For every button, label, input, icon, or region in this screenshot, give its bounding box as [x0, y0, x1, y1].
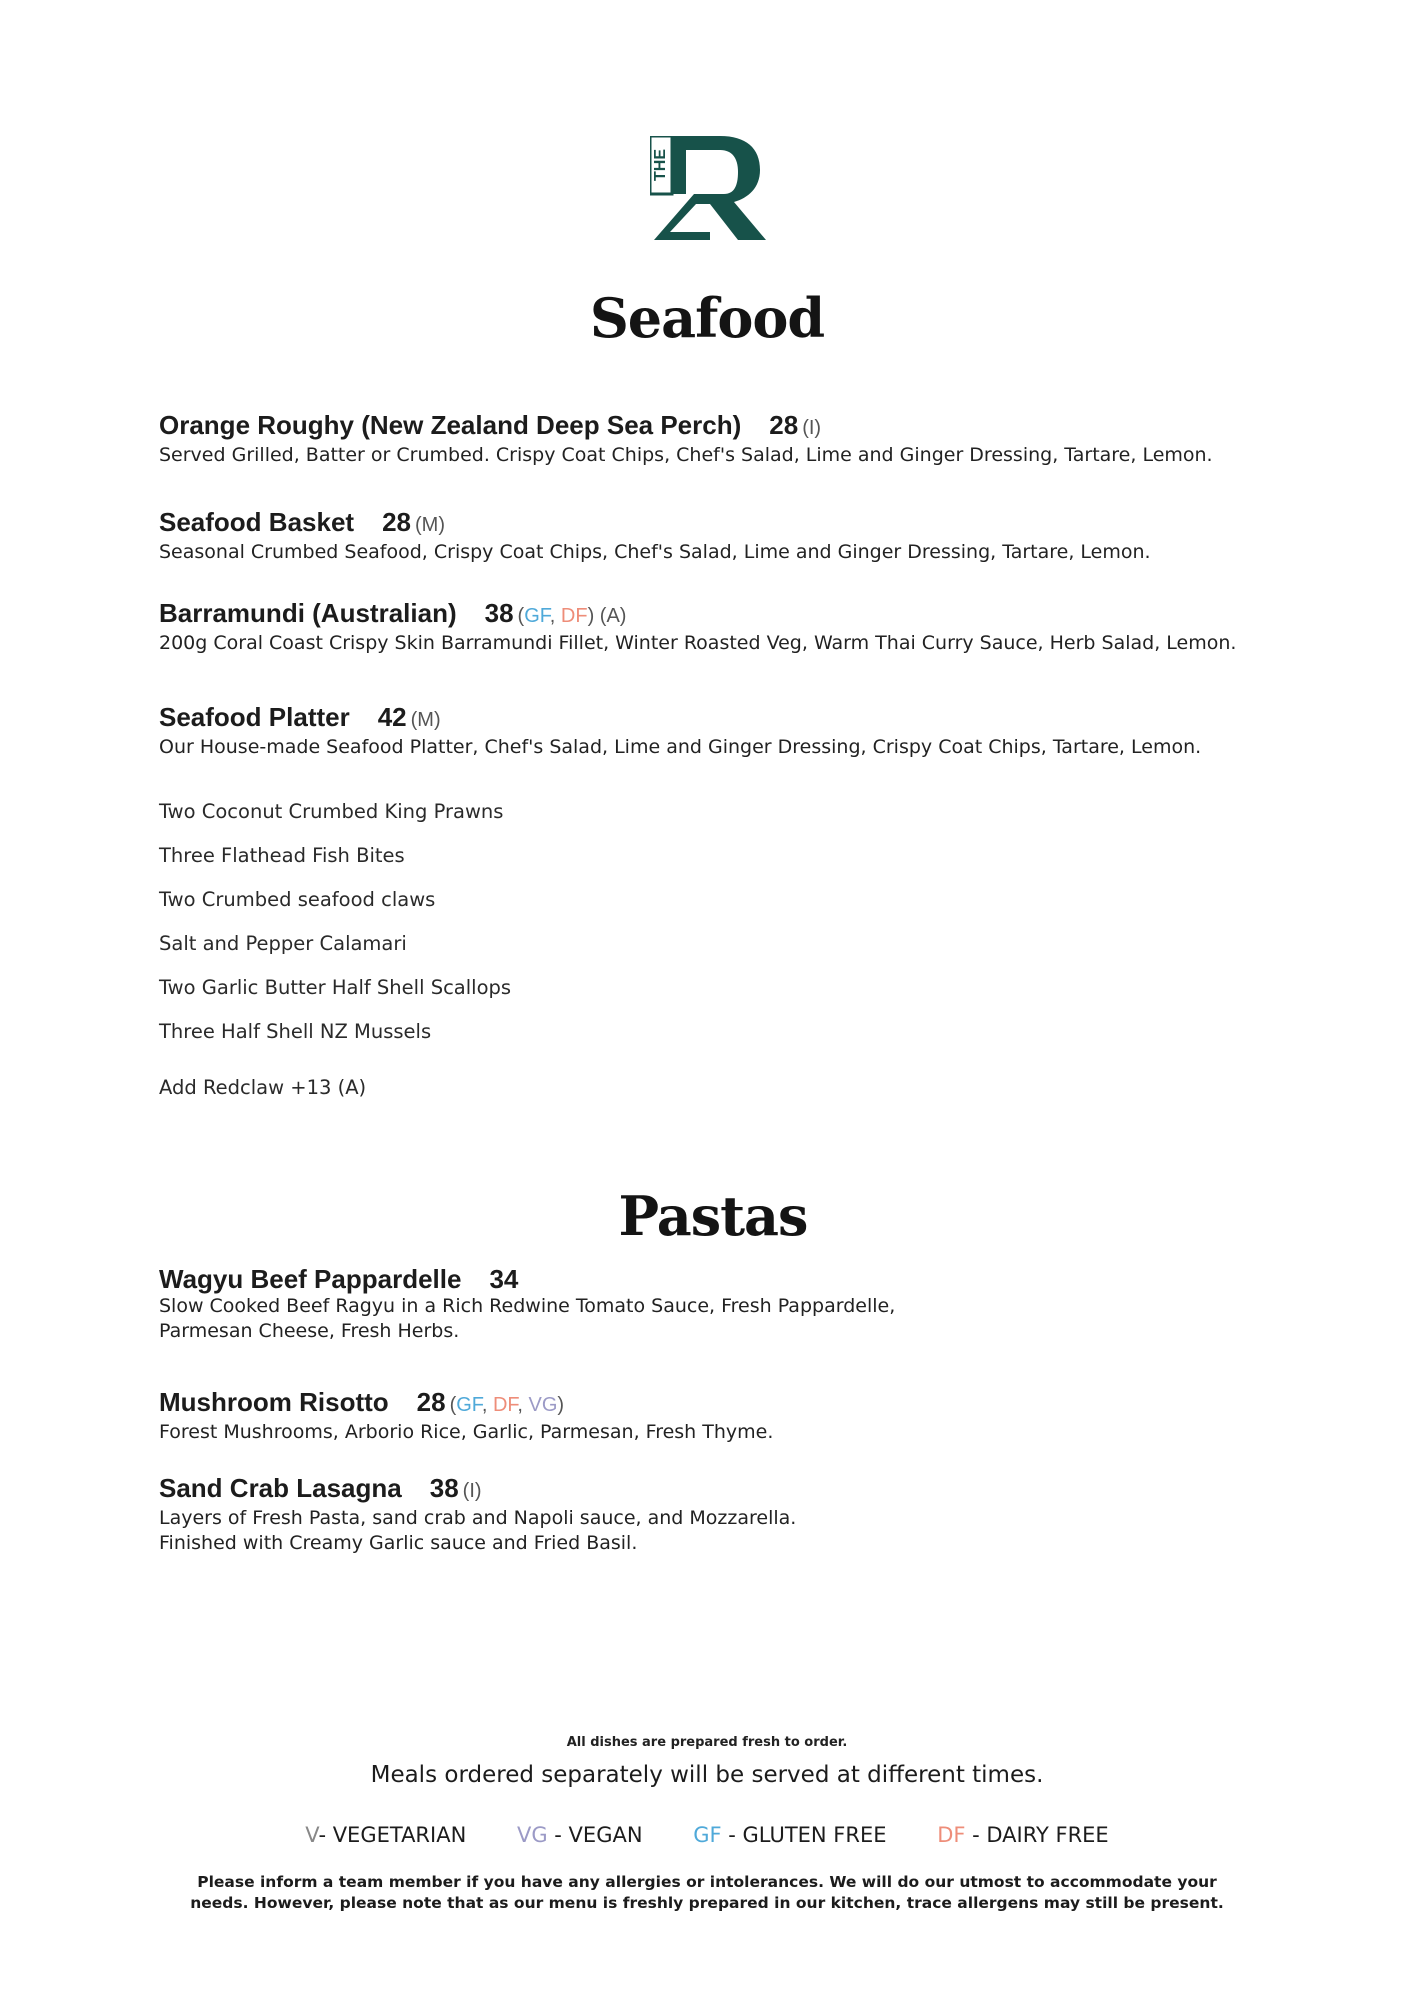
list-item: Two Coconut Crumbed King Prawns	[159, 800, 504, 823]
item-tag: (M)	[410, 709, 441, 731]
menu-item-sand-crab-lasagna	[159, 1473, 796, 1556]
item-tag: (I)	[462, 1480, 482, 1502]
df-tag: DF	[492, 1394, 518, 1416]
item-name: Seafood Platter	[159, 702, 350, 732]
item-description-line1: Slow Cooked Beef Ragyu in a Rich Redwine Tomato Sauce, Fresh Pappardelle,	[159, 1295, 896, 1317]
gf-tag: GF	[456, 1394, 482, 1416]
item-description: 200g Coral Coast Crispy Skin Barramundi Fillet, Winter Roasted Veg, Warm Thai Curry Sauce, Herb Salad, Lemon.	[159, 632, 1237, 654]
vg-tag: VG	[528, 1394, 558, 1416]
item-price: 38	[484, 598, 514, 628]
legend-vegetarian: V- VEGETARIAN	[305, 1823, 467, 1847]
addon-redclaw: Add Redclaw +13 (A)	[159, 1076, 367, 1099]
item-price: 34	[489, 1264, 519, 1294]
item-tag: (I)	[802, 417, 822, 439]
item-price: 28	[769, 410, 799, 440]
item-name: Mushroom Risotto	[159, 1387, 389, 1417]
legend-vegan: VG - VEGAN	[516, 1823, 643, 1847]
item-name: Seafood Basket	[159, 507, 355, 537]
item-price: 42	[377, 702, 407, 732]
item-name: Wagyu Beef Pappardelle	[159, 1264, 462, 1294]
legend-gluten-free: GF - GLUTEN FREE	[693, 1823, 887, 1847]
item-description-line2: Parmesan Cheese, Fresh Herbs.	[159, 1320, 460, 1342]
section-title-seafood: Seafood	[589, 286, 825, 350]
item-price: 28	[382, 507, 411, 537]
item-name: Orange Roughy (New Zealand Deep Sea Perch)	[159, 410, 742, 440]
item-description: Forest Mushrooms, Arborio Rice, Garlic, Parmesan, Fresh Thyme.	[159, 1421, 774, 1443]
item-tag: (M)	[415, 514, 445, 536]
item-price: 28	[416, 1387, 446, 1417]
section-title-pastas: Pastas	[618, 1184, 808, 1248]
item-description: Our House-made Seafood Platter, Chef's Salad, Lime and Ginger Dressing, Crispy Coat Chips, Tartare, Lemon.	[159, 736, 1202, 758]
item-tag: (GF, DF) (A)	[517, 605, 627, 627]
list-item: Three Half Shell NZ Mussels	[159, 1020, 432, 1043]
dietary-legend	[0, 1823, 1414, 1847]
menu-item-mushroom-risotto	[159, 1387, 773, 1445]
item-price: 38	[429, 1473, 459, 1503]
legend-dairy-free: DF - DAIRY FREE	[937, 1823, 1109, 1847]
footer-service-note: Meals ordered separately will be served at different times.	[370, 1762, 1044, 1788]
list-item: Three Flathead Fish Bites	[159, 844, 405, 867]
item-name: Barramundi (Australian)	[159, 598, 457, 628]
menu-item-seafood-platter	[159, 702, 1201, 760]
item-description: Seasonal Crumbed Seafood, Crispy Coat Chips, Chef's Salad, Lime and Ginger Dressing, Tartare, Lemon.	[159, 541, 1151, 563]
list-item: Two Garlic Butter Half Shell Scallops	[159, 976, 512, 999]
item-description: Served Grilled, Batter or Crumbed. Crispy Coat Chips, Chef's Salad, Lime and Ginger Dressing, Tartare, Lemon.	[159, 444, 1213, 466]
menu-item-seafood-basket	[159, 507, 1151, 565]
the-r-logo-icon	[650, 136, 766, 240]
df-tag: DF	[560, 605, 588, 627]
menu-item-barramundi	[159, 598, 1236, 656]
platter-contents-list	[159, 790, 511, 1054]
gf-tag: GF	[524, 605, 550, 627]
menu-item-wagyu-pappardelle	[159, 1264, 895, 1344]
allergy-notice: Please inform a team member if you have any allergies or intolerances. We will do our utmost to accommodate your needs. However, please note that as our menu is freshly prepared in our kitchen, trace allergens may still be present.	[190, 1873, 1224, 1912]
list-item: Salt and Pepper Calamari	[159, 932, 407, 955]
item-name: Sand Crab Lasagna	[159, 1473, 402, 1503]
list-item: Two Crumbed seafood claws	[159, 888, 436, 911]
the-r-logo	[650, 136, 766, 240]
logo-text: THE	[652, 149, 670, 181]
item-description-line2: Finished with Creamy Garlic sauce and Fried Basil.	[159, 1532, 638, 1554]
item-description-line1: Layers of Fresh Pasta, sand crab and Napoli sauce, and Mozzarella.	[159, 1507, 797, 1529]
menu-item-orange-roughy	[159, 410, 1213, 468]
footer-fresh-note: All dishes are prepared fresh to order.	[566, 1735, 848, 1750]
item-tag: (GF, DF, VG)	[449, 1394, 565, 1416]
